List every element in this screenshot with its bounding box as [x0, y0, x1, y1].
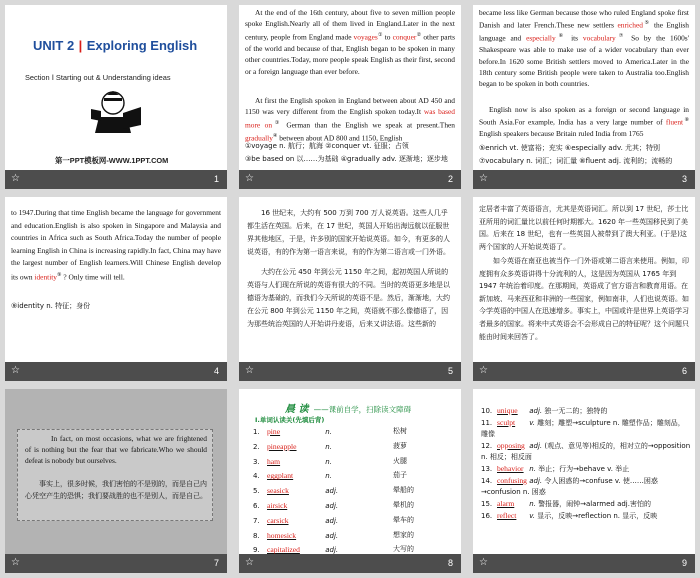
translation-paragraph: 大约在公元 450 年到公元 1150 年之间，起初英国人所说的英语与人们现在所说的英语有很大的不同。当时的英语更多地是以德语为基础的，而我们今天所说的英语不是。然后，渐渐地，大约在公元 800 年到公元 1150 年之间，英语就不那么像德语了，因为那些统治英国的人开始讲丹麦语，后来又讲法语。这些新的 [247, 268, 450, 328]
slide-bar-9 [473, 554, 695, 573]
meaning: 雕刻；雕塑→sculpture n. 雕塑作品；雕刻品，雕像 [481, 419, 685, 438]
meaning: 晕机的 [393, 500, 414, 509]
vocab-row [253, 543, 453, 554]
part-of-speech: adj. [529, 477, 543, 485]
answer-word: sculpt [497, 418, 516, 427]
unit-label: UNIT 2 [33, 38, 75, 53]
slide-thumbnail-5[interactable] [239, 197, 461, 362]
answer-word: capitalized [267, 545, 300, 554]
slide-title-block [33, 37, 197, 55]
part-of-speech: n. [529, 500, 536, 508]
slide-bar-8 [239, 554, 461, 573]
slide-thumbnail-1[interactable] [5, 5, 227, 170]
quote-chinese: 事实上，很多时候，我们害怕的不是别的，而是自己内心凭空产生的恐惧；我们要战胜的也不是别人，而是自己。 [25, 480, 207, 500]
part-of-speech: n. [325, 442, 332, 451]
slide-number: 5 [447, 366, 453, 376]
slide-number: 7 [213, 558, 219, 568]
row-number: 11. [481, 419, 493, 427]
answer-word: reflect [497, 511, 517, 520]
row-number: 3. [253, 457, 260, 466]
answer-word: behavior [497, 464, 524, 473]
quote-english: In fact, on most occasions, what we are frightened of is nothing but the fear that we fabricate.Who we should defeat is nobody but ourselves. [25, 434, 207, 465]
vocab-row [481, 463, 691, 475]
footer-text: 第一PPT模板网-WWW.1PPT.COM [55, 156, 169, 165]
answer-word: opposing [497, 441, 525, 450]
row-number: 10. [481, 407, 493, 415]
answer-word: ham [267, 456, 281, 466]
row-number: 14. [481, 477, 493, 485]
star-icon[interactable]: ☆ [479, 173, 488, 184]
unit-title: Exploring English [86, 38, 198, 53]
answer-word: homesick [267, 530, 297, 540]
translation-paragraph: 16 世纪末，大约有 500 万到 700 万人说英语。这些人几乎都生活在英国。后来，在 17 世纪，英国人开始出海远航以征服世界其他地区，于是，许多别的国家开始说英语。如今，有更多的人说英语，有的作为第一语言来说，有的作为第二语言或一门外语。 [247, 209, 450, 256]
row-number: 1. [253, 428, 260, 436]
meaning: 独一无二的；独特的 [544, 407, 608, 415]
star-icon[interactable]: ☆ [479, 365, 488, 376]
glossary-line: ③be based on 以……为基础 ④gradually adv. 逐渐地；逐步地 [245, 155, 448, 163]
slide-bar-7 [5, 554, 227, 573]
meaning: 令人困惑的→confuse v. 使……困惑→confusion n. 困惑 [481, 477, 658, 496]
slide-thumbnail-3[interactable] [473, 5, 695, 170]
vocab-word: enriched [617, 20, 643, 30]
vocab-list [481, 405, 691, 522]
vocab-word: vocabulary [582, 33, 616, 43]
slide-number: 4 [213, 366, 219, 376]
vocab-row [253, 425, 453, 440]
meaning: 菠萝 [393, 441, 407, 450]
row-number: 13. [481, 465, 493, 473]
slide-number: 3 [681, 174, 687, 184]
answer-word: carsick [267, 515, 289, 525]
answer-word: pine [267, 427, 281, 436]
row-number: 7. [253, 516, 260, 525]
star-icon[interactable]: ☆ [11, 173, 20, 184]
vocab-row [253, 529, 453, 544]
answer-word: alarm [497, 499, 515, 508]
passage-text: At the end of the 16th century, about five to seven million people spoke English.Nearly all of them lived in England.Later in the next century, people from England made voyages① to conquer② other parts of the world and because of that, English began to be spoken in many other countries.Today, more people speak English as their first, second or a foreign language than ever before. [245, 8, 455, 76]
row-number: 8. [253, 531, 260, 540]
section-subtitle: Section Ⅰ Starting out & Understanding ideas [25, 73, 171, 82]
slide-thumbnail-4[interactable] [5, 197, 227, 362]
row-number: 2. [253, 442, 260, 451]
vocab-row [481, 475, 691, 498]
section-heading [285, 397, 411, 416]
slide-number: 6 [681, 366, 687, 376]
meaning: 想家的 [393, 530, 414, 539]
vocab-row [253, 469, 453, 484]
vocab-list [253, 425, 453, 554]
slide-bar-1 [5, 170, 227, 189]
part-of-speech: adj. [325, 487, 339, 496]
row-number: 6. [253, 501, 260, 510]
part-of-speech: adj. [529, 442, 543, 450]
vocab-row [253, 514, 453, 529]
row-number: 5. [253, 487, 260, 496]
slide-thumbnail-7[interactable] [5, 389, 227, 554]
vocab-row [481, 498, 691, 510]
part-of-speech: adj. [529, 407, 543, 415]
slide-number: 9 [681, 558, 687, 568]
answer-word: seasick [267, 486, 289, 496]
answer-word: eggplant [267, 471, 294, 481]
part-of-speech: n. [325, 457, 332, 466]
vocab-word: especially [526, 33, 556, 43]
part-of-speech: n. [529, 465, 536, 473]
glossary-line: ⑦vocabulary n. 词汇；词汇量 ⑧fluent adj. 流利的；流畅的 [479, 157, 673, 165]
vocab-row [253, 484, 453, 499]
meaning: (观点、意见等)相反的，相对立的→opposition n. 相反；相反面 [481, 442, 691, 461]
sub-heading: Ⅰ.单词认读关(先填后背) [255, 416, 325, 424]
row-number: 9. [253, 546, 260, 554]
vocab-word: voyages [353, 32, 378, 42]
part-of-speech: n. [325, 472, 332, 481]
translation-paragraph: 如今英语在南亚也被当作一门外语或第二语言来使用。例如，印度拥有众多英语讲得十分流利的人，这是因为英国从 1765 年到 1947 年统治着印度。在那期间，英语成了官方语言和教育用语。在新加坡、马来西亚和非洲的一些国家，例如南非，人们也说英语。如今学英语的中国人在迅速增多。事实上，中国或许是世界上英语学习者最多的国家。将来中式英语会不会形成自己的特征呢？这个问题只能由时间来回答了。 [479, 257, 689, 341]
passage-text: became less like German because those who ruled England spoke first Danish and later French.These new settlers enriched⑤ the English language and especially⑥ its vocabulary⑦ So by the 1600s' Shakespeare was able to make use of a wider vocabulary than ever before.In 1620 some British settlers moved to America.Later in the 18th century some British people were taken to Australia too.English began to be spoken in both countries. [479, 8, 689, 89]
answer-word: confusing [497, 476, 527, 485]
answer-word: pineapple [267, 441, 297, 451]
glossary-line: ⑤enrich vt. 使富裕；充实 ⑥especially adv. 尤其；特别 [479, 144, 661, 152]
vocab-row [253, 455, 453, 470]
vocab-word: was based more on [245, 107, 455, 130]
star-icon[interactable]: ☆ [245, 173, 254, 184]
vocab-row [253, 440, 453, 455]
slide-number: 1 [213, 174, 219, 184]
part-of-speech: adj. [325, 501, 339, 510]
meaning: 大写的 [393, 545, 414, 554]
meaning: 晕船的 [393, 486, 414, 495]
slide-bar-2 [239, 170, 461, 189]
part-of-speech: adj. [325, 516, 339, 525]
vocab-row [481, 440, 691, 463]
passage-text: to 1947.During that time English became the language for government and education.English is also spoken in Singapore and Malaysia and countries in Africa such as South Africa.Today the number of people learning English in China is increasing rapidly.In fact, China may have the largest number of English learners.Will Chinese English develop its own identity⑨ ? Only time will tell. [11, 208, 221, 282]
meaning: 警报器，闹钟→alarmed adj.害怕的 [538, 500, 651, 508]
star-icon[interactable]: ☆ [245, 365, 254, 376]
meaning: 火腿 [393, 456, 407, 465]
glossary-line: ⑨identity n. 特征；身份 [11, 302, 91, 310]
star-icon[interactable]: ☆ [11, 557, 20, 568]
answer-word: airsick [267, 500, 288, 510]
heading-cn: 晨 读 [285, 404, 309, 415]
meaning: 茄子 [393, 471, 407, 480]
row-number: 4. [253, 472, 260, 481]
vocab-row [253, 499, 453, 514]
slide-thumbnail-8[interactable] [239, 389, 461, 554]
star-icon[interactable]: ☆ [11, 365, 20, 376]
scholar-illustration [87, 89, 143, 135]
vocab-row [481, 405, 691, 417]
title-separator: | [78, 38, 83, 53]
vocab-word: conquer [392, 32, 417, 42]
slide-number: 8 [447, 558, 453, 568]
part-of-speech: v. [529, 512, 536, 520]
row-number: 12. [481, 442, 493, 450]
slide-bar-6 [473, 362, 695, 381]
heading-sub: ——课前自学，扫除读文障碍 [313, 405, 412, 414]
passage-text: At first the English spoken in England between about AD 450 and 1150 was very different from the English spoken today.It was based more on③ German than the English we speak at present.Then gradually④ between about AD 800 and 1150, English [245, 96, 455, 143]
passage-text: English now is also spoken as a foreign or second language in South Asia.For example, India has a very large number of fluent⑧ English speakers because Britain ruled India from 1765 [479, 105, 689, 139]
star-icon[interactable]: ☆ [245, 557, 254, 568]
part-of-speech: n. [325, 428, 332, 436]
slide-thumbnail-2[interactable] [239, 5, 461, 170]
vocab-row [481, 510, 691, 522]
slide-thumbnail-9[interactable] [473, 389, 695, 554]
answer-word: unique [497, 406, 518, 415]
meaning: 松树 [393, 427, 407, 435]
star-icon[interactable]: ☆ [479, 557, 488, 568]
vocab-word: fluent [665, 117, 684, 127]
vocab-word: gradually [245, 133, 273, 143]
slide-number: 2 [447, 174, 453, 184]
meaning: 显示，反映→reflection n. 显示，反映 [537, 512, 658, 520]
slide-thumbnail-6[interactable] [473, 197, 695, 362]
part-of-speech: adj. [325, 531, 339, 540]
translation-paragraph: 定居者丰富了英语语言，尤其是英语词汇。所以到 17 世纪，莎士比亚所用的词汇量比以前任何时期都大。1620 年一些英国移民到了美国。后来在 18 世纪，也有一些英国人被带到了澳大利亚。(于是)这两个国家的人开始说英语了。 [479, 205, 689, 251]
slide-bar-5 [239, 362, 461, 381]
row-number: 15. [481, 500, 493, 508]
slide-bar-3 [473, 170, 695, 189]
part-of-speech: v. [529, 419, 536, 427]
row-number: 16. [481, 512, 493, 520]
slide-bar-4 [5, 362, 227, 381]
vocab-word: identity [34, 272, 58, 282]
part-of-speech: adj. [325, 546, 339, 554]
meaning: 举止；行为→behave v. 举止 [538, 465, 630, 473]
meaning: 晕车的 [393, 515, 414, 524]
vocab-row [481, 417, 691, 440]
glossary-line: ①voyage n. 航行；航海 ②conquer vt. 征服；占领 [245, 142, 409, 150]
